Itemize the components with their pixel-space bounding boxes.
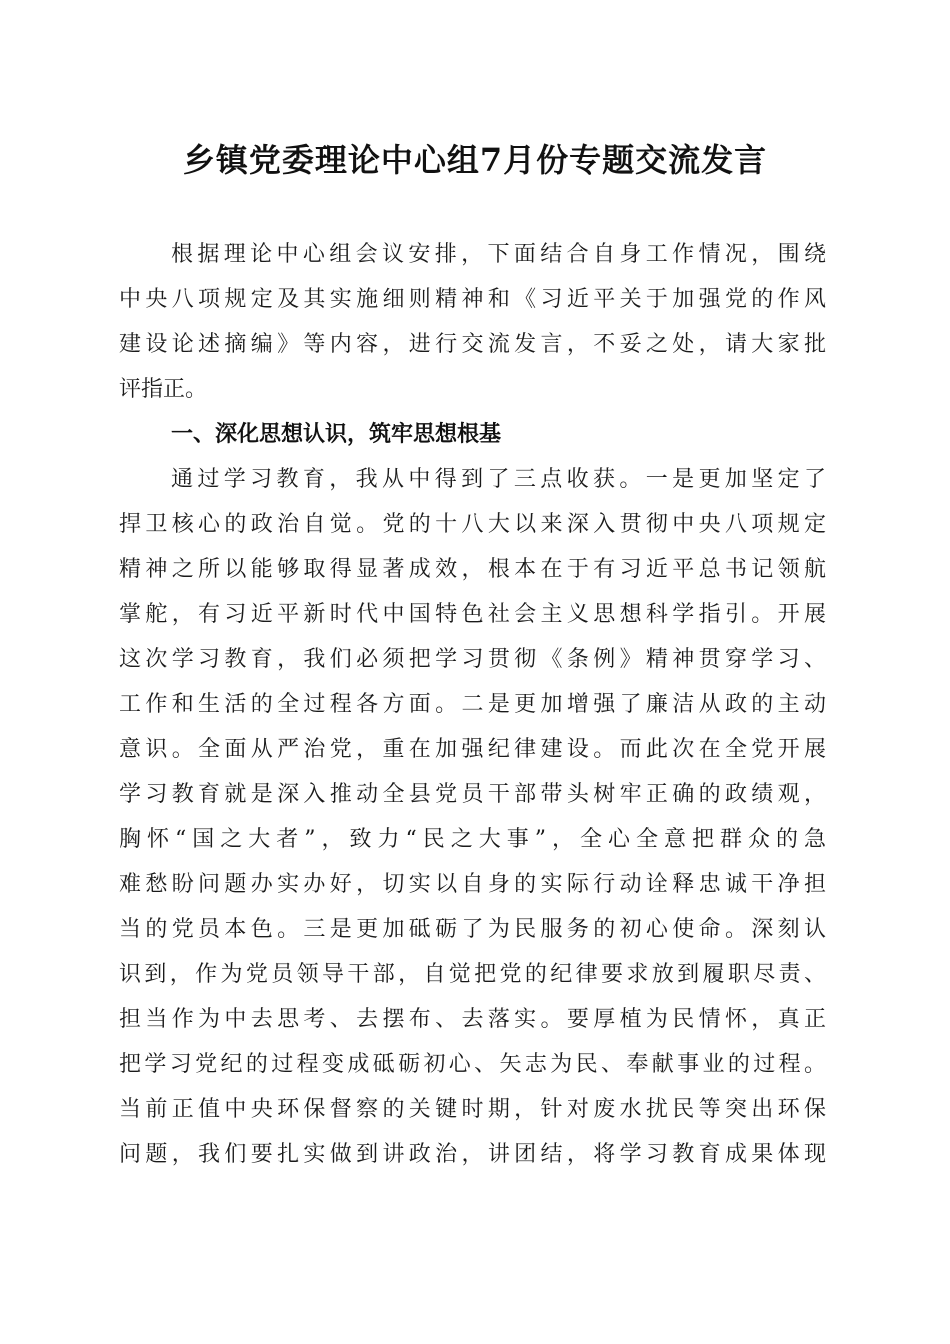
body-line: 掌舵，有习近平新时代中国特色社会主义思想科学指引。开展 <box>119 602 826 627</box>
body-line: 精神之所以能够取得显著成效，根本在于有习近平总书记领航 <box>119 557 826 582</box>
intro-line: 建设论述摘编》等内容，进行交流发言，不妥之处，请大家批 <box>119 332 826 357</box>
body-line: 意识。全面从严治党，重在加强纪律建设。而此次在全党开展 <box>119 737 826 762</box>
intro-line: 中央八项规定及其实施细则精神和《习近平关于加强党的作风 <box>119 287 826 312</box>
body-line: 当的党员本色。三是更加砥砺了为民服务的初心使命。深刻认 <box>119 917 826 942</box>
body-line: 难愁盼问题办实办好，切实以自身的实际行动诠释忠诚干净担 <box>119 872 826 897</box>
intro-line: 评指正。 <box>119 377 208 402</box>
intro-line: 根据理论中心组会议安排，下面结合自身工作情况，围绕 <box>171 242 826 267</box>
body-line: 这次学习教育，我们必须把学习贯彻《条例》精神贯穿学习、 <box>119 647 826 672</box>
body-line: 当前正值中央环保督察的关键时期，针对废水扰民等突出环保 <box>119 1097 826 1122</box>
body-line: 工作和生活的全过程各方面。二是更加增强了廉洁从政的主动 <box>119 692 826 717</box>
body-line: 胸怀“国之大者”，致力“民之大事”，全心全意把群众的急 <box>119 827 826 852</box>
section-heading: 一、深化思想认识，筑牢思想根基 <box>171 422 502 447</box>
body-line: 通过学习教育，我从中得到了三点收获。一是更加坚定了 <box>171 467 826 492</box>
body-line: 问题，我们要扎实做到讲政治，讲团结，将学习教育成果体现 <box>119 1142 826 1167</box>
body-line: 学习教育就是深入推动全县党员干部带头树牢正确的政绩观， <box>119 782 826 807</box>
document-title: 乡镇党委理论中心组7月份专题交流发言 <box>182 141 768 179</box>
body-line: 担当作为中去思考、去摆布、去落实。要厚植为民情怀，真正 <box>119 1007 826 1032</box>
body-line: 捍卫核心的政治自觉。党的十八大以来深入贯彻中央八项规定 <box>119 512 826 537</box>
body-line: 把学习党纪的过程变成砥砺初心、矢志为民、奉献事业的过程。 <box>119 1052 826 1077</box>
body-line: 识到，作为党员领导干部，自觉把党的纪律要求放到履职尽责、 <box>119 962 826 987</box>
